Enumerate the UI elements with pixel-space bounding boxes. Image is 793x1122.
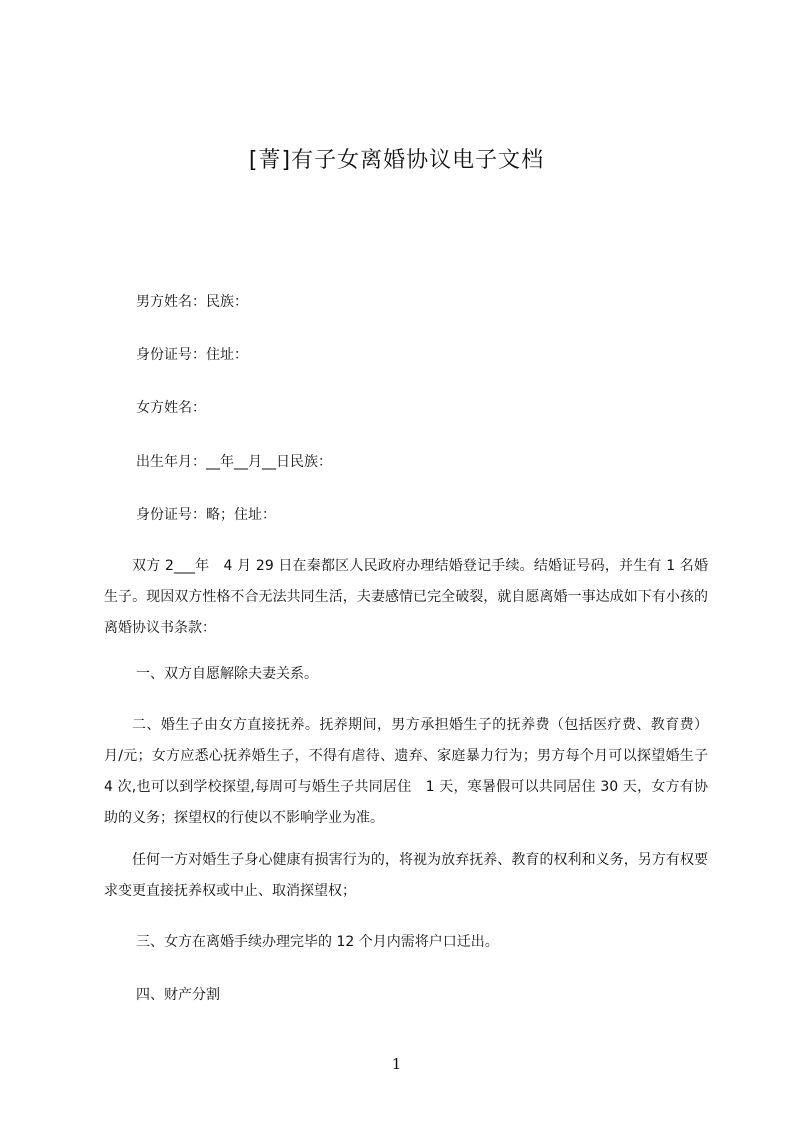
intro-paragraph: 双方 2___年 4 月 29 日在秦都区人民政府办理结婚登记手续。结婚证号码，并生有 1 名婚生子。现因双方性格不合无法共同生活，夫妻感情已完全破裂，就自愿离婚一事达成如下有小孩的离婚协议书条款： (104, 558, 708, 636)
female-id-field: 身份证号：略；住址： (136, 507, 276, 523)
clause-1: 一、双方自愿解除夫妻关系。 (136, 666, 318, 682)
clause-2: 二、婚生子由女方直接抚养。抚养期间，男方承担婚生子的抚养费（包括医疗费、教育费）月/元；女方应悉心抚养婚生子，不得有虐待、遗弃、家庭暴力行为；男方每个月可以探望婚生子 4 次,也可以到学校探望,每周可与婚生子共同居住 1 天，寒暑假可以共同居住 30 天，女方有协助的义务；探望权的行使以不影响学业为准。 (104, 717, 708, 826)
male-id-field: 身份证号：住址： (136, 347, 248, 363)
clause-3: 三、女方在离婚手续办理完毕的 12 个月内需将户口迁出。 (136, 934, 499, 950)
male-name-field: 男方姓名：民族： (136, 294, 248, 310)
page-number: 1 (391, 1055, 402, 1073)
document-title: [菁]有子女离婚协议电子文档 (248, 148, 545, 173)
female-name-field: 女方姓名： (136, 400, 206, 416)
clause-2-continuation: 任何一方对婚生子身心健康有损害行为的，将视为放弃抚养、教育的权利和义务，另方有权要求变更直接抚养权或中止、取消探望权； (104, 852, 708, 899)
female-birth-field: 出生年月：__年__月__日民族： (136, 454, 332, 470)
clause-4: 四、财产分割 (136, 987, 220, 1003)
